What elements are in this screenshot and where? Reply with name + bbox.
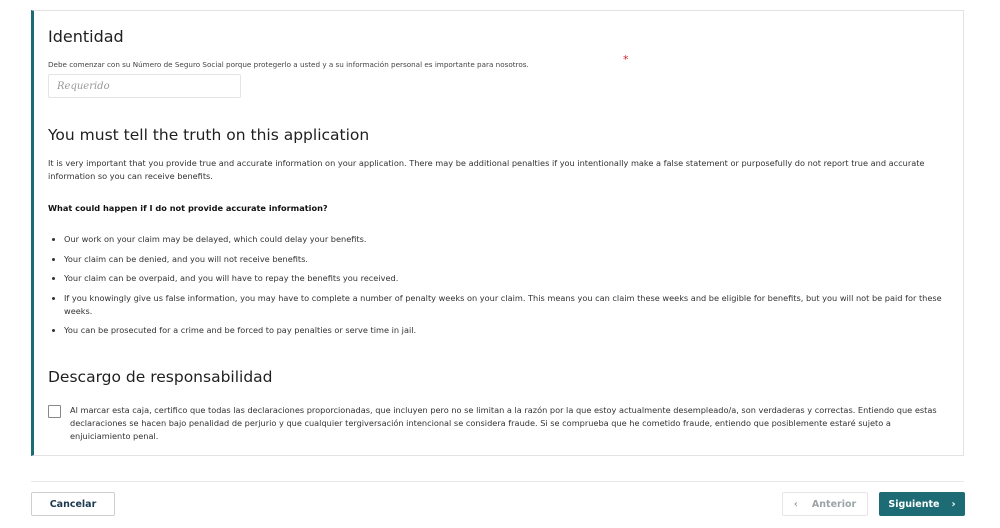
disclaimer-checkbox[interactable] — [48, 405, 61, 418]
consequences-list — [48, 233, 959, 344]
list-item: • Your claim can be overpaid, and you will have to repay the benefits you received. — [64, 272, 959, 285]
next-button[interactable] — [879, 492, 965, 516]
list-item: • Our work on your claim may be delayed, which could delay your benefits. — [64, 233, 959, 246]
disclaimer-heading: Descargo de responsabilidad — [48, 368, 273, 386]
list-item: • You can be prosecuted for a crime and be forced to pay penalties or serve time in jail. — [64, 324, 959, 337]
next-label: Siguiente — [888, 498, 940, 510]
cancel-button[interactable] — [31, 492, 115, 516]
identity-description: Debe comenzar con su Número de Seguro Social porque protegerlo a usted y a su información personal es importante para nosotros. — [48, 60, 529, 69]
chevron-right-icon: › — [951, 498, 956, 510]
previous-label: Anterior — [811, 498, 857, 510]
required-marker: * — [623, 53, 629, 66]
cancel-label: Cancelar — [49, 498, 97, 510]
truth-paragraph: It is very important that you provide true and accurate information on your application. There may be additional penalties if you intentionally make a false statement or purposefully do not report true and accurate information so you can receive benefits. — [48, 158, 925, 181]
truth-heading: You must tell the truth on this application — [48, 126, 370, 144]
disclaimer-text: Al marcar esta caja, certifico que todas las declaraciones proporcionadas, que incluyen pero no se limitan a la razón por la que estoy actualmente desempleado/a, son verdaderas y correctas. Entiendo que estas declaraciones se hacen bajo penalidad de perjurio y que cualquier tergiversación intencional se considera fraude. Si se comprueba que he cometido fraude, entiendo que posiblemente estaré sujeto a enjuiciamiento penal. — [70, 405, 937, 441]
list-item: • Your claim can be denied, and you will not receive benefits. — [64, 253, 959, 266]
accuracy-question: What could happen if I do not provide accurate information? — [48, 203, 328, 213]
chevron-left-icon: ‹ — [793, 498, 798, 510]
form-card — [31, 10, 964, 456]
list-item: • If you knowingly give us false information, you may have to complete a number of penalty weeks on your claim. This means you can claim these weeks and be eligible for benefits, but you will not be paid for these weeks. — [64, 292, 959, 318]
footer-divider — [31, 481, 964, 482]
identity-heading: Identidad — [48, 27, 124, 46]
previous-button[interactable] — [782, 492, 868, 516]
ssn-input[interactable] — [48, 74, 241, 98]
